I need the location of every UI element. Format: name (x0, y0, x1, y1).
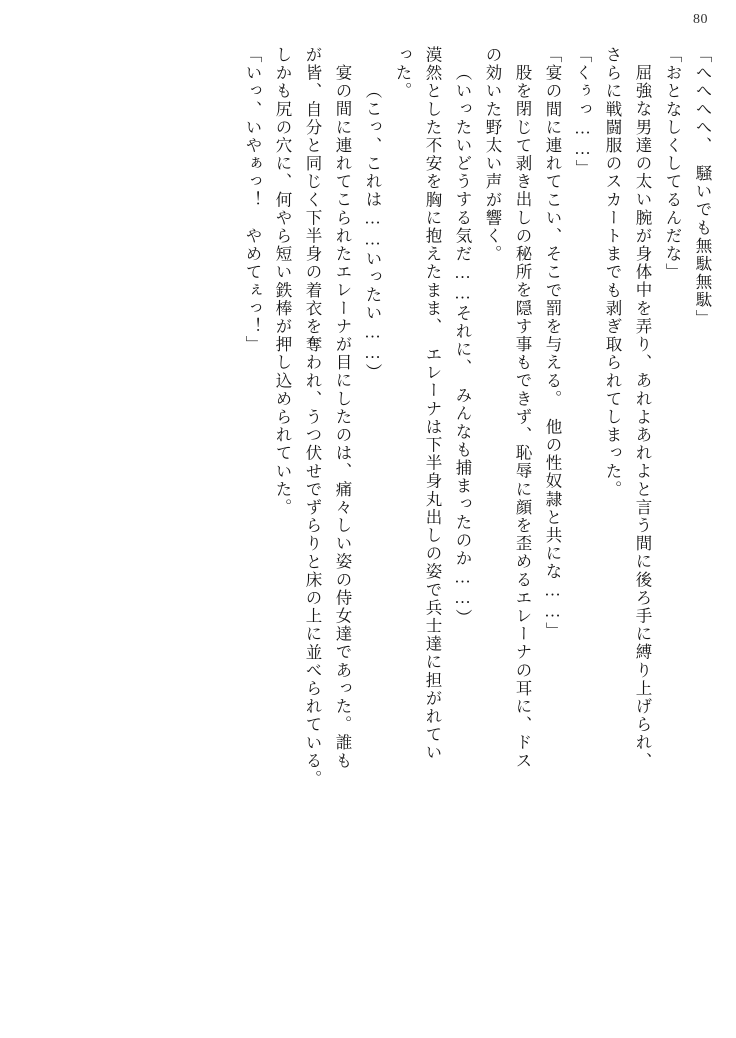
body-text (26, 46, 710, 1020)
text-line: さらに戦闘服のスカートまでも剥ぎ取られてしまった。 (603, 46, 622, 499)
text-line: 「宴の間に連れてこい、そこで罰を与える。 他の性奴隷と共にな……」 (543, 46, 562, 641)
text-line: 股を閉じて剥き出しの秘所を隠す事もできず、恥辱に顔を歪めるエレーナの耳に、ドス (513, 64, 532, 770)
text-line: 宴の間に連れてこられたエレーナが目にしたのは、痛々しい姿の侍女達であった。誰も (333, 64, 352, 770)
text-line: の効いた野太い声が響く。 (483, 46, 502, 264)
text-line: が皆、自分と同じく下半身の着衣を奪われ、うつ伏せでずらりと床の上に並べられている。 (303, 46, 322, 789)
text-line: （こっ、これは……いったい……） (363, 82, 382, 382)
text-line: 「くぅっ……」 (573, 46, 592, 178)
text-line: 漠然とした不安を胸に抱えたまま、 エレーナは下半身丸出しの姿で兵士達に担がれてい (423, 46, 442, 762)
text-line: しかも尻の穴に、何やら短い鉄棒が押し込められていた。 (273, 46, 292, 517)
text-line: 「いっ、いやぁっ！ やめてぇっ！」 (243, 46, 262, 354)
text-line: （いったいどうする気だ……それに、 みんなも捕まったのか……） (453, 64, 472, 627)
text-line: った。 (393, 46, 412, 101)
text-line: 「へへへへ、 騒いでも無駄無駄」 (693, 46, 712, 328)
text-line: 屈強な男達の太い腕が身体中を弄り、あれよあれよと言う間に後ろ手に縛り上げられ、 (633, 64, 652, 770)
text-line: 「おとなしくしてるんだな」 (663, 46, 682, 282)
page-number: 80 (693, 12, 708, 27)
